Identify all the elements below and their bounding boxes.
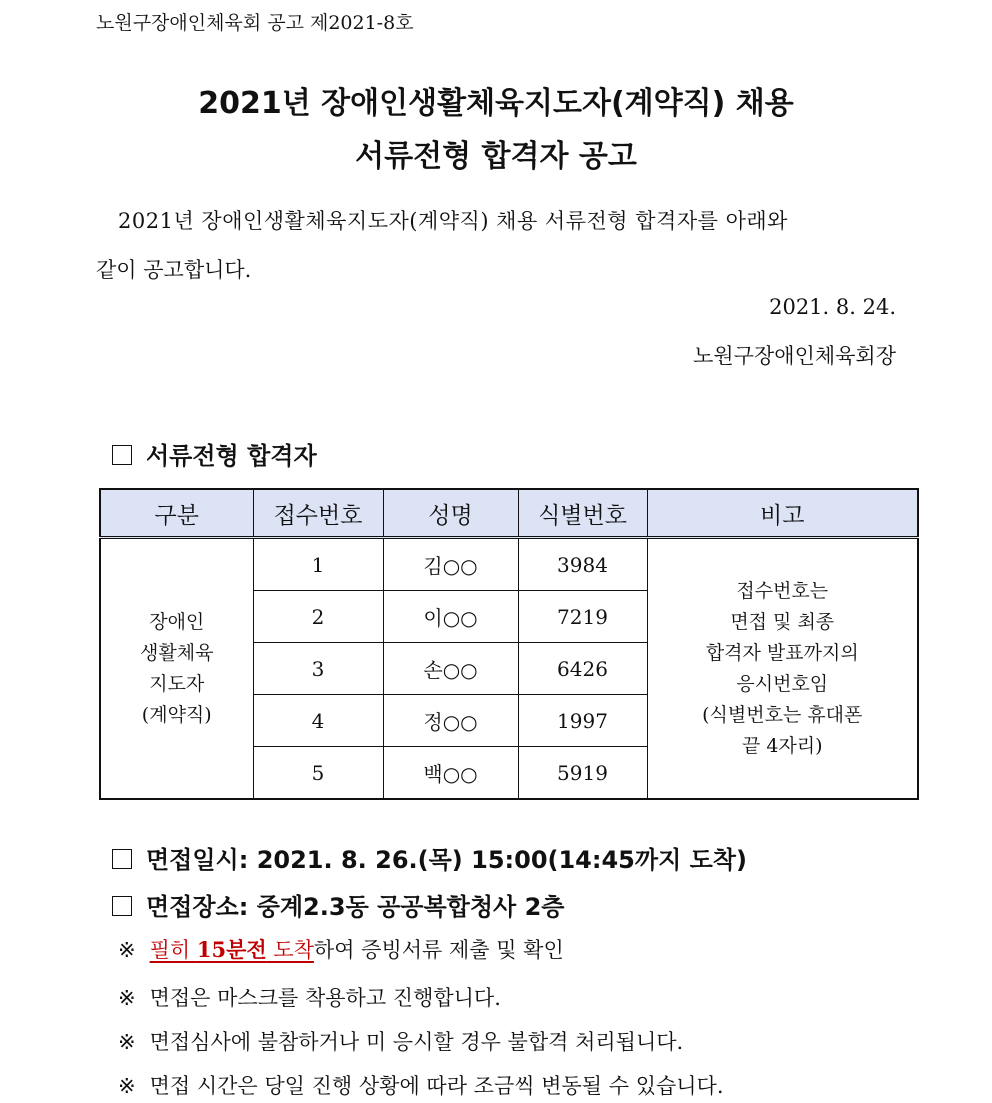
name-cell: 김○○ xyxy=(383,538,518,591)
highlight-emphasis: 15분전 xyxy=(196,937,267,962)
remarks-cell xyxy=(647,538,918,800)
note-item xyxy=(118,1026,683,1056)
intro-paragraph-line1: 2021년 장애인생활체육지도자(계약직) 채용 서류전형 합격자를 아래와 xyxy=(118,209,788,233)
reference-mark-icon: ※ xyxy=(118,1074,136,1098)
application-number-cell: 4 xyxy=(253,695,383,747)
column-header-id-number: 식별번호 xyxy=(518,489,647,538)
application-number-cell: 1 xyxy=(253,538,383,591)
interview-datetime xyxy=(112,840,747,875)
category-line: 생활체육 xyxy=(140,641,214,664)
page-title: 2021년 장애인생활체육지도자(계약직) 채용 xyxy=(198,86,794,121)
id-number-cell: 6426 xyxy=(518,643,647,695)
checkbox-icon xyxy=(112,896,132,916)
id-number-cell: 1997 xyxy=(518,695,647,747)
category-line: 장애인 xyxy=(149,610,205,633)
column-header-remarks: 비고 xyxy=(647,489,918,538)
id-number-cell: 3984 xyxy=(518,538,647,591)
note-item xyxy=(118,1070,724,1100)
note-text: 면접 시간은 당일 진행 상황에 따라 조금씩 변동될 수 있습니다. xyxy=(149,1074,724,1098)
remarks-line: (식별번호는 휴대폰 xyxy=(702,703,863,726)
highlighted-arrival-notice xyxy=(150,938,314,962)
passers-table xyxy=(99,488,919,800)
reference-mark-icon: ※ xyxy=(118,1030,136,1054)
interview-place-text: 면접장소: 중계2.3동 공공복합청사 2층 xyxy=(146,893,565,921)
section-heading-passers xyxy=(112,436,317,471)
name-cell: 백○○ xyxy=(383,747,518,800)
section-title: 서류전형 합격자 xyxy=(146,442,317,470)
table-header-row xyxy=(100,489,918,538)
column-header-category: 구분 xyxy=(100,489,253,538)
column-header-name: 성명 xyxy=(383,489,518,538)
highlight-text: 도착 xyxy=(266,938,314,962)
category-line: 지도자 xyxy=(149,672,205,695)
note-item xyxy=(118,982,501,1012)
note-item xyxy=(118,934,564,964)
checkbox-icon xyxy=(112,849,132,869)
notice-date: 2021. 8. 24. xyxy=(769,295,896,319)
remarks-line: 접수번호는 xyxy=(736,579,829,602)
remarks-line: 끝 4자리) xyxy=(741,734,823,757)
intro-paragraph-line2: 같이 공고합니다. xyxy=(96,258,252,282)
application-number-cell: 3 xyxy=(253,643,383,695)
application-number-cell: 5 xyxy=(253,747,383,800)
reference-mark-icon: ※ xyxy=(118,938,136,962)
table-row xyxy=(100,538,918,591)
remarks-line: 면접 및 최종 xyxy=(730,610,835,633)
remarks-line: 합격자 발표까지의 xyxy=(705,641,859,664)
page-subtitle: 서류전형 합격자 공고 xyxy=(355,139,637,174)
name-cell: 손○○ xyxy=(383,643,518,695)
notice-number: 노원구장애인체육회 공고 제2021-8호 xyxy=(96,12,414,34)
id-number-cell: 7219 xyxy=(518,591,647,643)
category-cell xyxy=(100,538,253,800)
checkbox-icon xyxy=(112,445,132,465)
interview-place xyxy=(112,887,564,922)
note-text: 면접은 마스크를 착용하고 진행합니다. xyxy=(149,986,501,1010)
category-line: (계약직) xyxy=(141,703,212,726)
reference-mark-icon: ※ xyxy=(118,986,136,1010)
column-header-application-number: 접수번호 xyxy=(253,489,383,538)
id-number-cell: 5919 xyxy=(518,747,647,800)
name-cell: 이○○ xyxy=(383,591,518,643)
application-number-cell: 2 xyxy=(253,591,383,643)
interview-datetime-text: 면접일시: 2021. 8. 26.(목) 15:00(14:45까지 도착) xyxy=(146,846,747,874)
issuing-organization: 노원구장애인체육회장 xyxy=(693,344,896,368)
note-text: 하여 증빙서류 제출 및 확인 xyxy=(313,938,564,962)
highlight-text: 필히 xyxy=(149,938,197,962)
name-cell: 정○○ xyxy=(383,695,518,747)
note-text: 면접심사에 불참하거나 미 응시할 경우 불합격 처리됩니다. xyxy=(149,1030,684,1054)
remarks-line: 응시번호임 xyxy=(736,672,829,695)
